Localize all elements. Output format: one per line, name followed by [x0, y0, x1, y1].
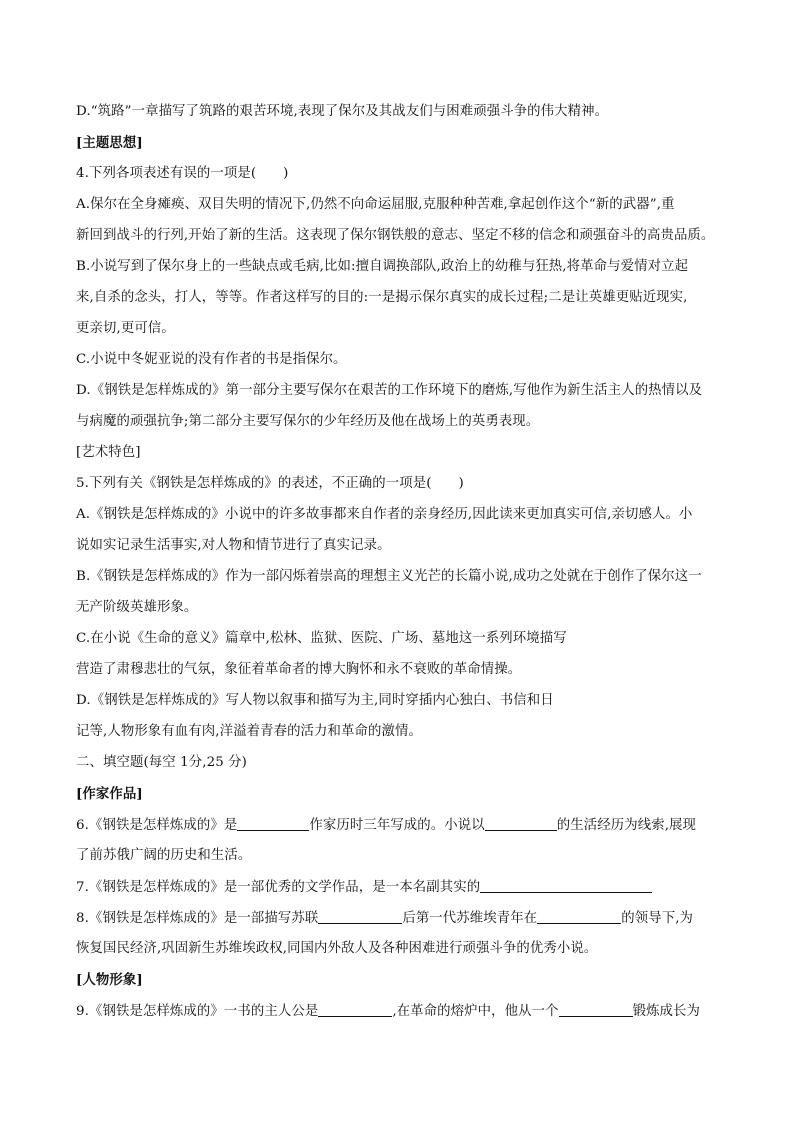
q6-text-3: 的生活经历为线索,展现	[556, 818, 697, 833]
q4-option-d-line1: D.《钢铁是怎样炼成的》第一部分主要写保尔在艰苦的工作环境下的磨炼,写他作为新生活主人的热情以及	[76, 383, 703, 398]
fill-blank-section-title: 二、填空题(每空 1分,25 分)	[76, 755, 247, 770]
q4-option-b-line2: 来,自杀的念头，打人，等等。作者这样写的目的:一是揭示保尔真实的成长过程;二是让英雄更贴近现实,	[76, 290, 688, 305]
q4-option-c: C.小说中冬妮亚说的没有作者的书是指保尔。	[76, 352, 347, 367]
q8-blank-1[interactable]	[318, 909, 402, 924]
q4-option-a-line1: A.保尔在全身瘫痪、双目失明的情况下,仍然不向命运屈服,克服种种苦难,拿起创作这个“新的武器”,重	[76, 197, 675, 212]
q6-text-2: 作家历时三年写成的。小说以	[309, 818, 485, 833]
q5-option-c-line2: 营造了肃穆悲壮的气氛，象征着革命者的博大胸怀和永不衰败的革命情操。	[76, 662, 522, 677]
q9-blank-1[interactable]	[318, 1002, 392, 1017]
q6-line2: 了前苏俄广阔的历史和生活。	[76, 848, 252, 863]
q5-stem: 5.下列有关《钢铁是怎样炼成的》的表述，不正确的一项是( )	[76, 476, 464, 491]
q8-text-2: 后第一代苏维埃青年在	[402, 911, 538, 926]
section-characters-heading: [人物形象]	[76, 972, 143, 988]
q8-text-1: 8.《钢铁是怎样炼成的》是一部描写苏联	[76, 911, 319, 926]
q5-option-a-line2: 说如实记录生活事实,对人物和情节进行了真实记录。	[76, 538, 391, 553]
q4-stem: 4.下列各项表述有误的一项是( )	[76, 166, 289, 181]
section-art-heading: [艺术特色]	[76, 445, 141, 460]
section-author-works-heading: [作家作品]	[76, 786, 143, 802]
q9-text-2: ,在革命的熔炉中，他从一个	[392, 1004, 559, 1019]
q3-option-d: D.“筑路”一章描写了筑路的艰苦环境,表现了保尔及其战友们与困难顽强斗争的伟大精神。	[76, 104, 609, 119]
q5-option-c-line1: C.在小说《生命的意义》篇章中,松林、监狱、医院、广场、墓地这一系列环境描写	[76, 631, 567, 646]
section-theme-heading: [主题思想]	[76, 135, 143, 151]
q6-text-1: 6.《钢铁是怎样炼成的》是	[76, 818, 238, 833]
q5-option-d-line1: D.《钢铁是怎样炼成的》写人物以叙事和描写为主,同时穿插内心独白、书信和日	[76, 693, 554, 708]
q4-option-a-line2: 新回到战斗的行列,开始了新的生活。这表现了保尔钢铁般的意志、坚定不移的信念和顽强奋斗的高贵品质。	[76, 228, 715, 243]
q7-line	[76, 878, 652, 897]
q6-blank-2[interactable]	[485, 816, 557, 831]
q7-blank-1[interactable]	[480, 878, 652, 893]
q5-option-b-line2: 无产阶级英雄形象。	[76, 600, 198, 615]
q6-line1	[76, 816, 696, 835]
q8-text-3: 的领导下,为	[621, 911, 694, 926]
q9-text-3: 锻炼成长为	[632, 1004, 701, 1019]
q5-option-b-line1: B.《钢铁是怎样炼成的》作为一部闪烁着崇高的理想主义光芒的长篇小说,成功之处就在于创作了保尔这一	[76, 569, 702, 584]
q9-blank-2[interactable]	[559, 1002, 633, 1017]
q8-line2: 恢复国民经济,巩固新生苏维埃政权,同国内外敌人及各种困难进行顽强斗争的优秀小说。	[76, 941, 598, 956]
q4-option-d-line2: 与病魔的顽强抗争;第二部分主要写保尔的少年经历及他在战场上的英勇表现。	[76, 414, 540, 429]
q5-option-d-line2: 记等,人物形象有血有肉,洋溢着青春的活力和革命的激情。	[76, 724, 422, 739]
q9-text-1: 9.《钢铁是怎样炼成的》一书的主人公是	[76, 1004, 319, 1019]
q9-line1	[76, 1002, 700, 1021]
q4-option-b-line3: 更亲切,更可信。	[76, 321, 175, 336]
q8-line1	[76, 909, 693, 928]
q4-option-b-line1: B.小说写到了保尔身上的一些缺点或毛病,比如:擅自调换部队,政治上的幼稚与狂热,将革命与爱情对立起	[76, 259, 689, 274]
q5-option-a-line1: A.《钢铁是怎样炼成的》小说中的许多故事都来自作者的亲身经历,因此读来更加真实可信,亲切感人。小	[76, 507, 693, 522]
q6-blank-1[interactable]	[237, 816, 309, 831]
q8-blank-2[interactable]	[537, 909, 621, 924]
q7-text-1: 7.《钢铁是怎样炼成的》是一部优秀的文学作品，是一本名副其实的	[76, 880, 481, 895]
